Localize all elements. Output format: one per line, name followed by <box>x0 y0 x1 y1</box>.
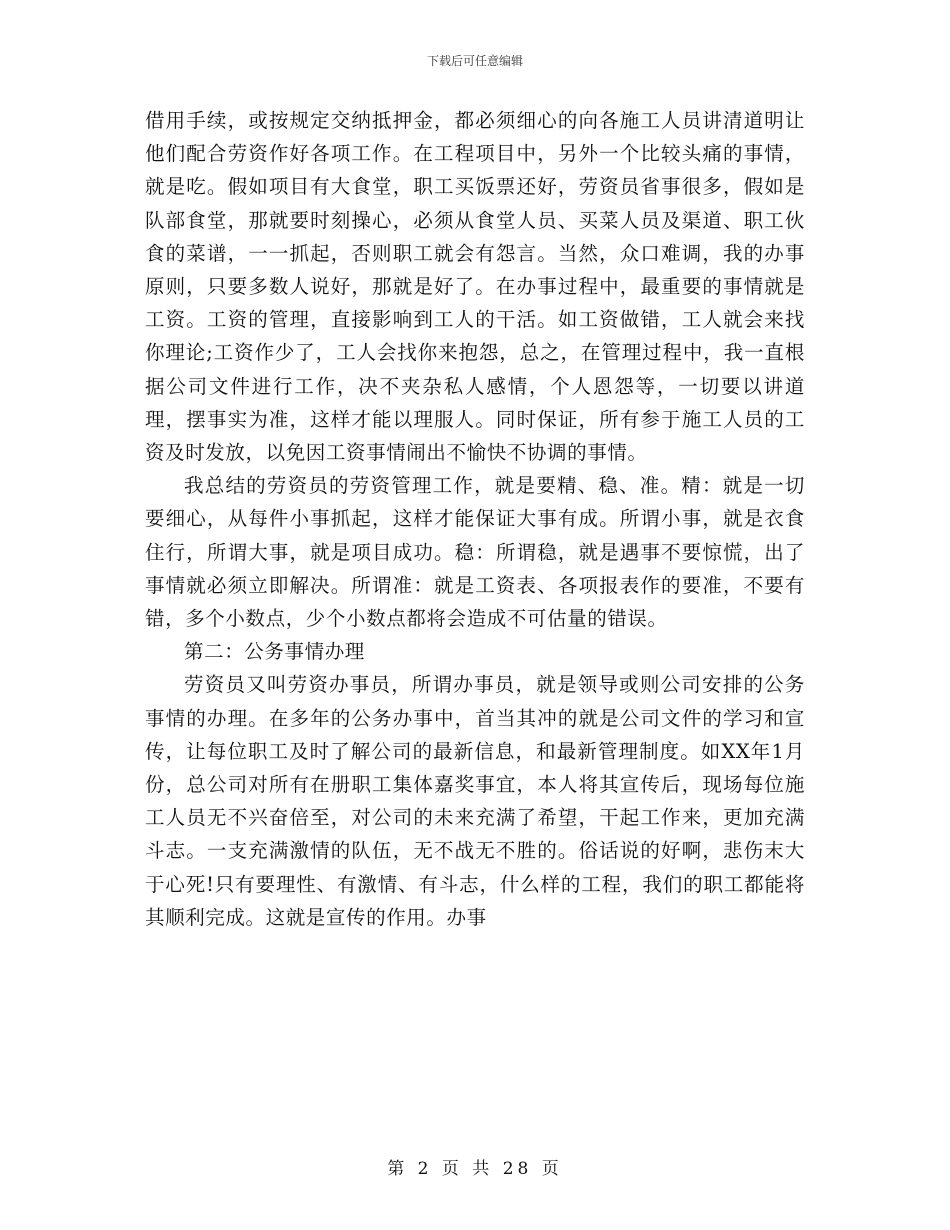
document-body <box>145 104 805 934</box>
paragraph-continuation: 借用手续，或按规定交纳抵押金，都必须细心的向各施工人员讲清道明让他们配合劳资作好各项工作。在工程项目中，另外一个比较头痛的事情，就是吃。假如项目有大食堂，职工买饭票还好，劳资员省事很多，假如是队部食堂，那就要时刻操心，必须从食堂人员、买菜人员及渠道、职工伙食的菜谱，一一抓起，否则职工就会有怨言。当然，众口难调，我的办事原则，只要多数人说好，那就是好了。在办事过程中，最重要的事情就是工资。工资的管理，直接影响到工人的干活。如工资做错，工人就会来找你理论;工资作少了，工人会找你来抱怨，总之，在管理过程中，我一直根据公司文件进行工作，决不夹杂私人感情，个人恩怨等，一切要以讲道理，摆事实为准，这样才能以理服人。同时保证，所有参于施工人员的工资及时发放，以免因工资事情闹出不愉快不协调的事情。 <box>145 109 805 465</box>
paragraph-summary: 我总结的劳资员的劳资管理工作，就是要精、稳、准。精：就是一切要细心，从每件小事抓起，这样才能保证大事有成。所谓小事，就是衣食住行，所谓大事，就是项目成功。稳：所谓稳，就是遇事不要惊慌，出了事情就必须立即解决。所谓准：就是工资表、各项报表作的要准，不要有错，多个小数点，少个小数点都将会造成不可估量的错误。 <box>145 474 805 631</box>
page-number: 第 2 页 共 28 页 <box>387 1159 563 1179</box>
section-heading: 第二：公务事情办理 <box>184 640 365 664</box>
paragraph-public-affairs: 劳资员又叫劳资办事员，所谓办事员，就是领导或则公司安排的公务事情的办理。在多年的公务办事中，首当其冲的就是公司文件的学习和宣传，让每位职工及时了解公司的最新信息，和最新管理制度。如XX年1月份，总公司对所有在册职工集体嘉奖事宜，本人将其宣传后，现场每位施工人员无不兴奋倍至，对公司的未来充满了希望，干起工作来，更加充满斗志。一支充满激情的队伍，无不战无不胜的。俗话说的好啊，悲伤末大于心死!只有要理性、有激情、有斗志，什么样的工程，我们的职工都能将其顺利完成。这就是宣传的作用。办事 <box>145 673 805 929</box>
page-header-note: 下载后可任意编辑 <box>426 54 523 68</box>
